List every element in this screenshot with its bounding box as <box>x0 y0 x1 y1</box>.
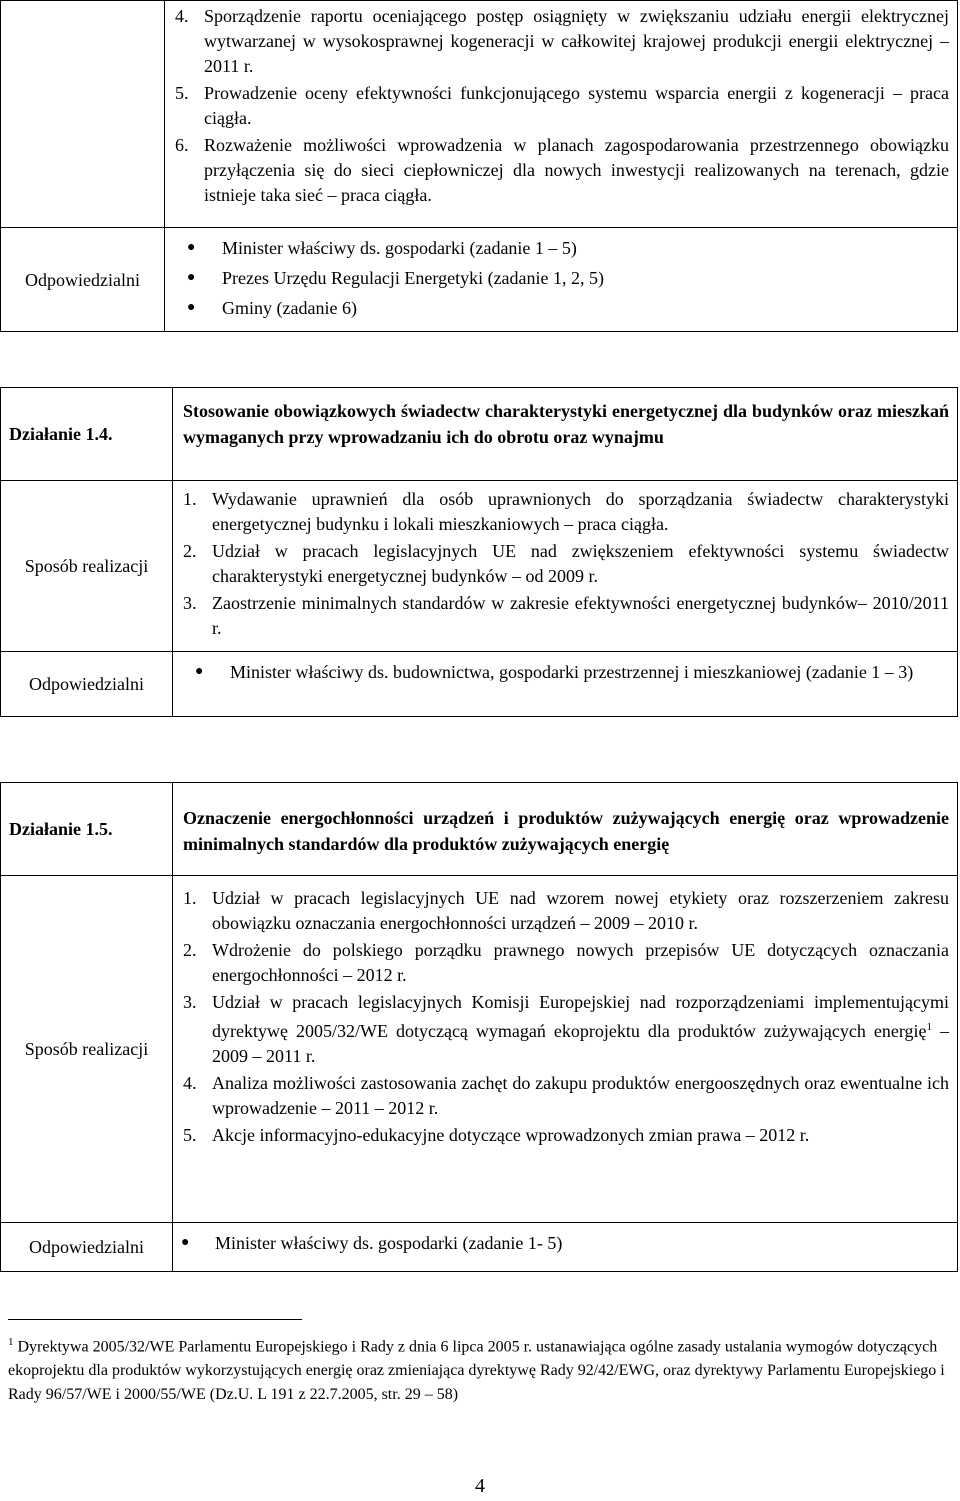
page-number: 4 <box>475 1475 485 1497</box>
list-item: 1. Udział w pracach legislacyjnych UE nad wzorem nowej etykiety oraz rozszerzeniem zakresu obowiązku oznaczania energochłonności urządzeń – 2009 – 2010 r. <box>183 888 949 933</box>
block-1-method-cell <box>165 1 958 228</box>
list-item: 6. Rozważenie możliwości wprowadzenia w planach zagospodarowania przestrzennego obowiązku przyłączenia się do sieci ciepłowniczej dla nowych inwestycji realizowanych na terenach, gdzie istnieje taka sieć – praca ciągła. <box>175 135 949 205</box>
responsible-list <box>183 659 949 685</box>
list-item: 3. Udział w pracach legislacyjnych Komisji Europejskiej nad rozporządzeniami implementującymi dyrektywę 2005/32/WE dotyczącą wymagań ekoprojektu dla produktów zużywających energię$^1$ – 2009 – 2011 r. <box>183 992 950 1066</box>
list-item: 3. Zaostrzenie minimalnych standardów w zakresie efektywności energetycznej budynków– 2010/2011 r. <box>183 593 949 638</box>
block-1-left-empty <box>1 1 165 228</box>
block-2-items <box>183 487 949 641</box>
bullet-icon: ● <box>181 1235 190 1250</box>
footnote-text: Dyrektywa 2005/32/WE Parlamentu Europejskiego i Rady z dnia 6 lipca 2005 r. ustanawiająca ogólne zasady ustalania wymogów dotyczących ekoprojektu dla produktów wykorzystujących energię oraz zmieniająca dyrektywę Rady 92/42/EWG, oraz dyrektywy Parlamentu Europejskiego i Rady 96/57/WE i 2000/55/WE (Dz.U. L 191 z 22.7.2005, str. 29 – 58) <box>8 1338 945 1404</box>
bullet-icon: ● <box>187 300 196 315</box>
list-item: 2. Wdrożenie do polskiego porządku prawnego nowych przepisów UE dotyczących oznaczania energochłonności – 2012 r. <box>183 940 949 985</box>
block-3-table <box>0 782 958 1272</box>
bullet-icon: ● <box>187 240 196 255</box>
list-item: ● Gminy (zadanie 6) <box>175 295 949 321</box>
list-item: 5. Prowadzenie oceny efektywności funkcjonującego systemu wsparcia energii z kogeneracji – praca ciągła. <box>175 83 949 128</box>
footnote-separator <box>8 1319 302 1320</box>
list-item: ● Minister właściwy ds. gospodarki (zadanie 1- 5) <box>175 1230 949 1256</box>
action-title: Oznaczenie energochłonności urządzeń i produktów zużywających energię oraz wprowadzenie minimalnych standardów dla produktów zużywających energię <box>173 783 958 876</box>
block-2-table <box>0 387 958 717</box>
action-label: Działanie 1.4. <box>1 388 173 481</box>
list-item: ● Minister właściwy ds. budownictwa, gospodarki przestrzennej i mieszkaniowej (zadanie 1 – 3) <box>183 659 949 685</box>
action-label: Działanie 1.5. <box>1 783 173 876</box>
block-1-items <box>175 4 949 208</box>
method-label: Sposób realizacji <box>1 876 173 1223</box>
list-item: 4. Sporządzenie raportu oceniającego postęp osiągnięty w zwiększaniu udziału energii elektrycznej wytwarzanej w wysokosprawnej kogeneracji w całkowitej krajowej produkcji energii elektrycznej – 2011 r. <box>175 6 949 76</box>
list-item: 1. Wydawanie uprawnień dla osób uprawnionych do sporządzania świadectw charakterystyki energetycznej budynku i lokali mieszkaniowych – praca ciągła. <box>183 489 949 534</box>
responsible-list <box>175 235 949 321</box>
footnote-mark: 1 <box>8 1336 14 1348</box>
block-3-responsible-cell <box>173 1223 958 1272</box>
bullet-icon: ● <box>187 270 196 285</box>
responsible-list <box>175 1230 949 1256</box>
block-1-table <box>0 0 958 332</box>
block-1-responsible-cell <box>165 228 958 332</box>
footnote <box>8 1330 948 1407</box>
block-2-method-cell <box>173 481 958 652</box>
list-item: 4. Analiza możliwości zastosowania zachęt do zakupu produktów energooszędnych oraz ewentualne ich wprowadzenie – 2011 – 2012 r. <box>183 1073 949 1118</box>
block-3-items <box>183 886 949 1148</box>
method-label: Sposób realizacji <box>1 481 173 652</box>
action-title: Stosowanie obowiązkowych świadectw charakterystyki energetycznej dla budynków oraz mieszkań wymaganych przy wprowadzaniu ich do obrotu oraz wynajmu <box>173 388 958 481</box>
responsible-label: Odpowiedzialni <box>1 652 173 717</box>
list-item: ● Prezes Urzędu Regulacji Energetyki (zadanie 1, 2, 5) <box>175 265 949 291</box>
bullet-icon: ● <box>195 664 204 679</box>
responsible-label: Odpowiedzialni <box>1 1223 173 1272</box>
responsible-label: Odpowiedzialni <box>1 228 165 332</box>
block-3-method-cell <box>173 876 958 1223</box>
list-item: ● Minister właściwy ds. gospodarki (zadanie 1 – 5) <box>175 235 949 261</box>
list-item: 2. Udział w pracach legislacyjnych UE nad zwiększeniem efektywności systemu świadectw charakterystyki energetycznej budynków – od 2009 r. <box>183 541 949 586</box>
list-item: 5. Akcje informacyjno-edukacyjne dotyczące wprowadzonych zmian prawa – 2012 r. <box>183 1125 810 1145</box>
block-2-responsible-cell <box>173 652 958 717</box>
footnote-ref[interactable]: 1 <box>926 1021 932 1033</box>
